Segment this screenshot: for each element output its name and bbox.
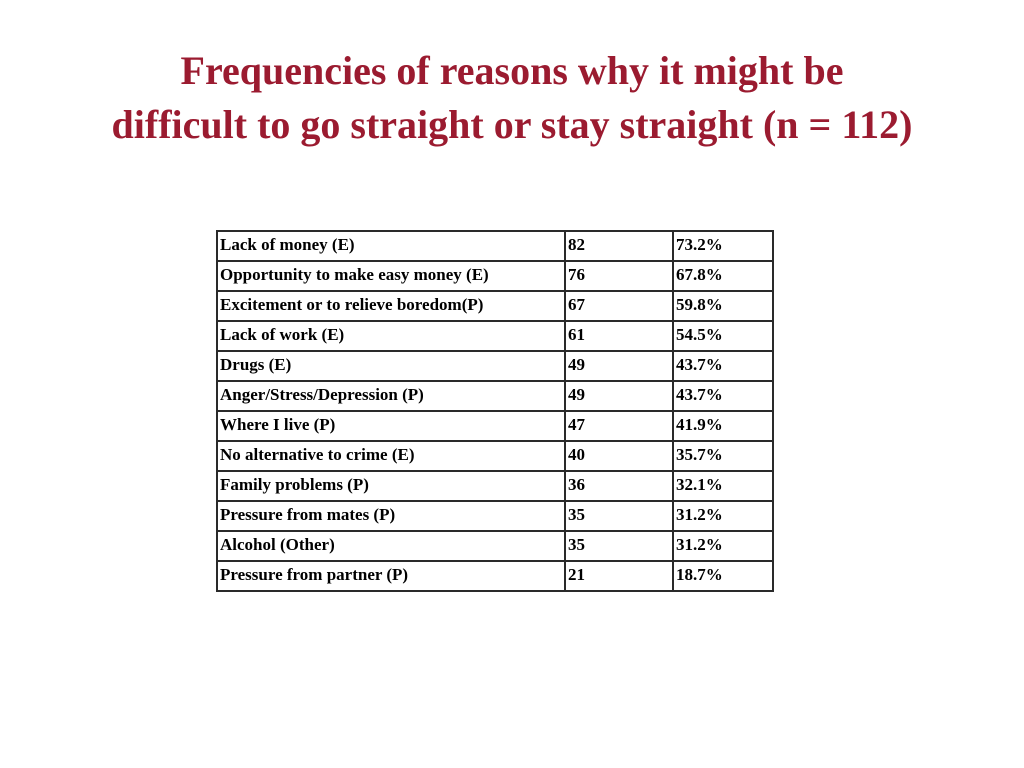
reason-cell: No alternative to crime (E) (217, 441, 565, 471)
table-row (217, 471, 773, 501)
count-cell: 35 (565, 531, 673, 561)
percent-cell: 67.8% (673, 261, 773, 291)
table-row (217, 561, 773, 591)
count-cell: 21 (565, 561, 673, 591)
reason-cell: Anger/Stress/Depression (P) (217, 381, 565, 411)
percent-cell: 41.9% (673, 411, 773, 441)
percent-cell: 43.7% (673, 351, 773, 381)
count-cell: 49 (565, 351, 673, 381)
table-row (217, 261, 773, 291)
slide-title-line-2: difficult to go straight or stay straight (n = 112) (111, 102, 913, 147)
percent-cell: 35.7% (673, 441, 773, 471)
percent-cell: 31.2% (673, 501, 773, 531)
count-cell: 61 (565, 321, 673, 351)
table-row (217, 231, 773, 261)
reason-cell: Pressure from mates (P) (217, 501, 565, 531)
percent-cell: 18.7% (673, 561, 773, 591)
percent-cell: 54.5% (673, 321, 773, 351)
count-cell: 67 (565, 291, 673, 321)
count-cell: 36 (565, 471, 673, 501)
table-row (217, 411, 773, 441)
reason-cell: Excitement or to relieve boredom(P) (217, 291, 565, 321)
count-cell: 76 (565, 261, 673, 291)
reason-cell: Family problems (P) (217, 471, 565, 501)
count-cell: 49 (565, 381, 673, 411)
percent-cell: 43.7% (673, 381, 773, 411)
reason-cell: Alcohol (Other) (217, 531, 565, 561)
count-cell: 40 (565, 441, 673, 471)
reason-cell: Where I live (P) (217, 411, 565, 441)
percent-cell: 59.8% (673, 291, 773, 321)
table-row (217, 531, 773, 561)
percent-cell: 31.2% (673, 531, 773, 561)
table-row (217, 291, 773, 321)
percent-cell: 73.2% (673, 231, 773, 261)
count-cell: 47 (565, 411, 673, 441)
reason-cell: Lack of work (E) (217, 321, 565, 351)
percent-cell: 32.1% (673, 471, 773, 501)
count-cell: 35 (565, 501, 673, 531)
reason-cell: Lack of money (E) (217, 231, 565, 261)
reason-cell: Drugs (E) (217, 351, 565, 381)
table-row (217, 501, 773, 531)
reason-cell: Pressure from partner (P) (217, 561, 565, 591)
slide-title (0, 44, 1024, 152)
slide-title-line-1: Frequencies of reasons why it might be (180, 48, 844, 93)
table-row (217, 321, 773, 351)
count-cell: 82 (565, 231, 673, 261)
reason-cell: Opportunity to make easy money (E) (217, 261, 565, 291)
table-row (217, 351, 773, 381)
table-row (217, 381, 773, 411)
table-row (217, 441, 773, 471)
reasons-frequency-table (216, 230, 774, 592)
